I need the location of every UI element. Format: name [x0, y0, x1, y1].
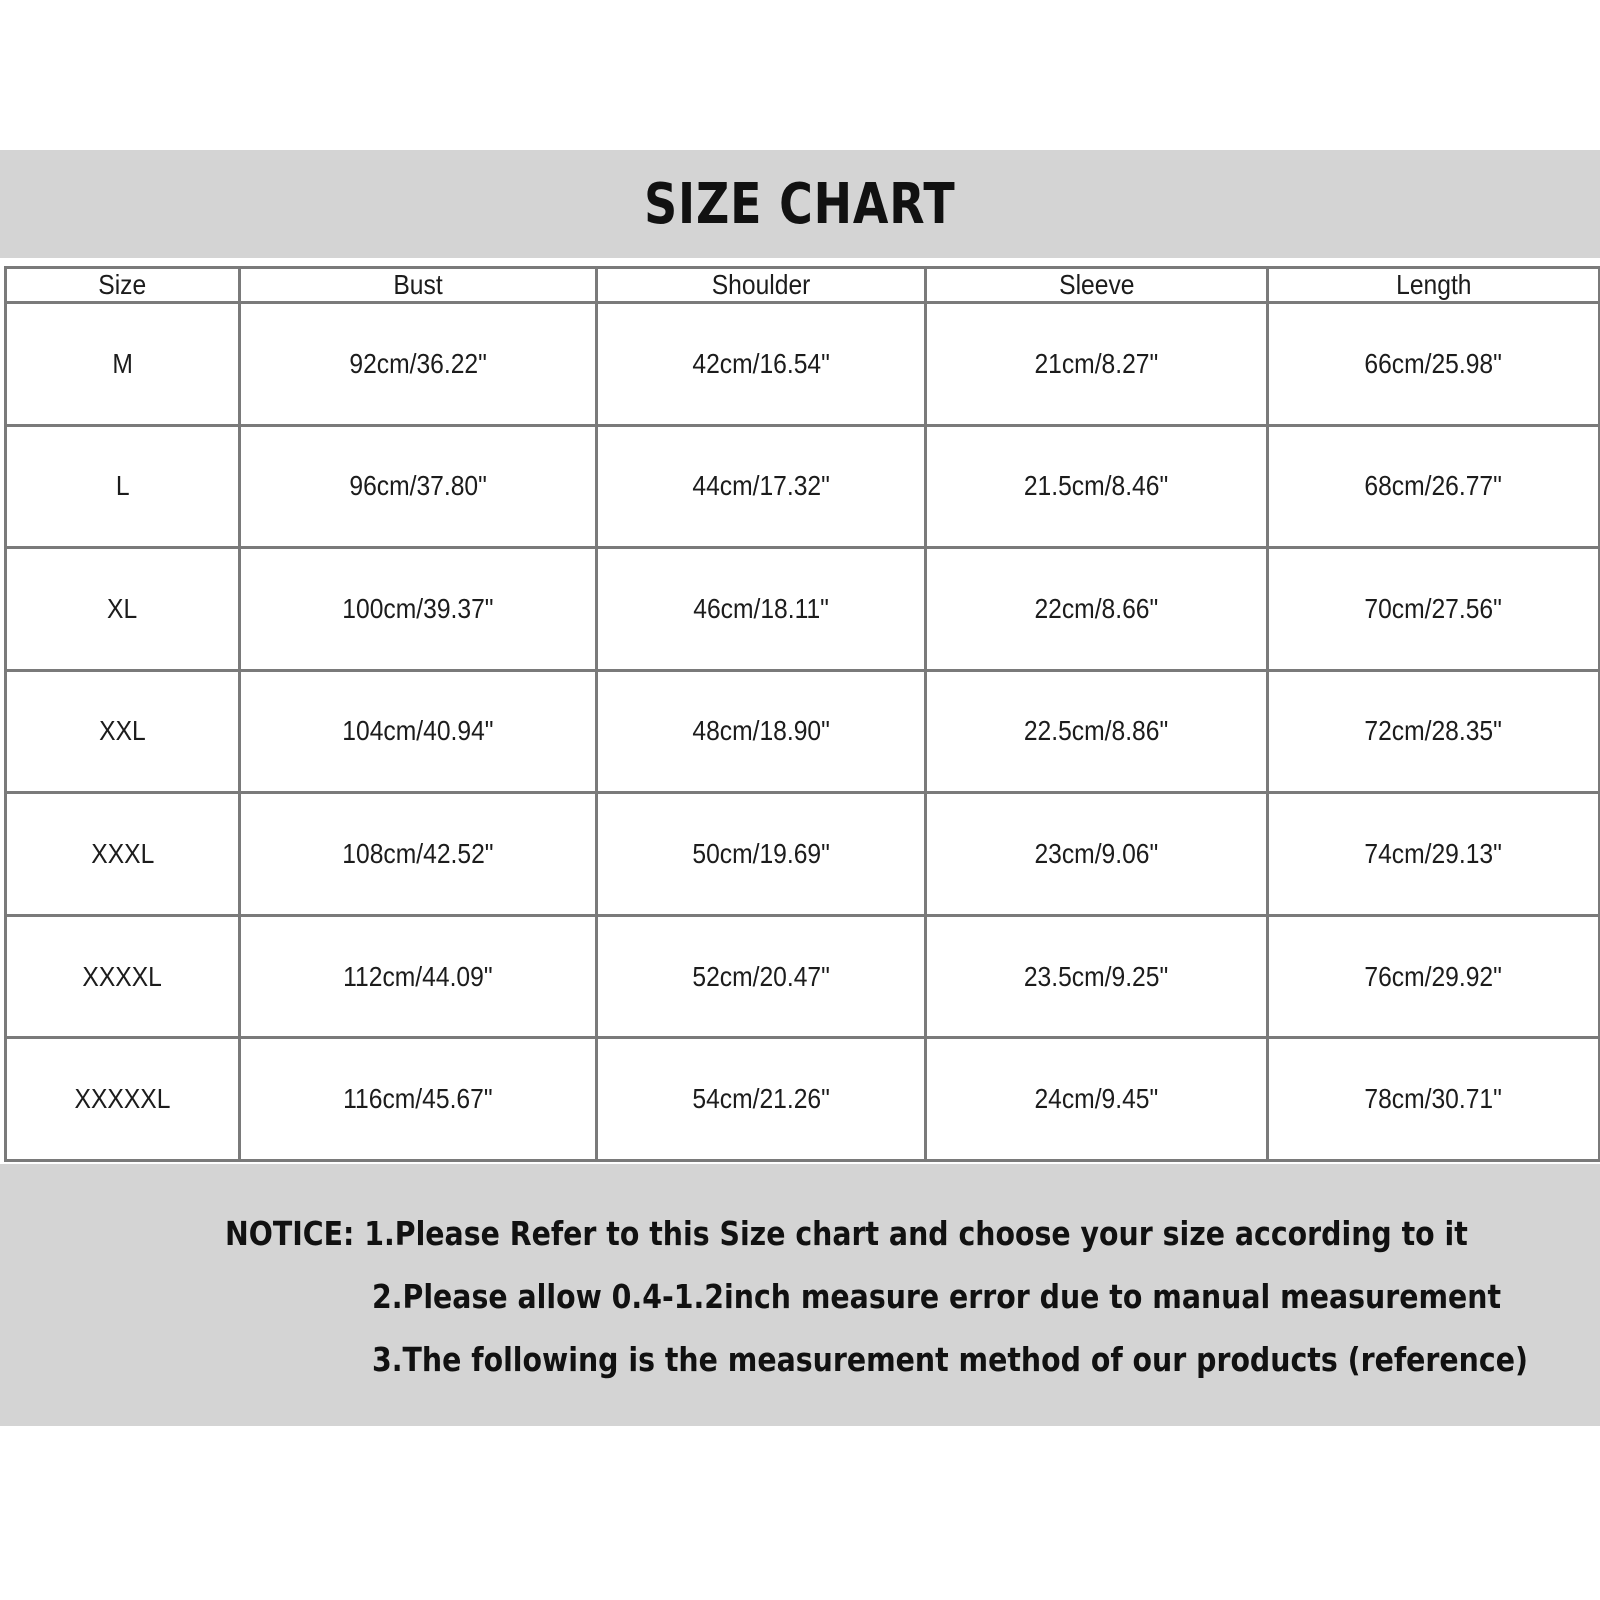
cell-bust: 112cm/44.09" — [240, 915, 597, 1038]
cell-bust: 96cm/37.80" — [240, 425, 597, 548]
cell-size: XL — [6, 548, 240, 671]
notice-line-1: NOTICE: 1.Please Refer to this Size chart and choose your size according to it — [225, 1214, 1468, 1253]
cell-shoulder: 50cm/19.69" — [597, 793, 926, 916]
cell-shoulder: 42cm/16.54" — [597, 303, 926, 426]
cell-length: 78cm/30.71" — [1268, 1038, 1600, 1161]
cell-sleeve: 23.5cm/9.25" — [926, 915, 1268, 1038]
notice-line-3: 3.The following is the measurement method of our products (reference) — [372, 1340, 1528, 1379]
header-sleeve: Sleeve — [926, 268, 1268, 303]
header-bust: Bust — [240, 268, 597, 303]
table-row — [6, 303, 1600, 426]
cell-length: 68cm/26.77" — [1268, 425, 1600, 548]
cell-sleeve: 24cm/9.45" — [926, 1038, 1268, 1161]
cell-length: 72cm/28.35" — [1268, 670, 1600, 793]
cell-size: XXXL — [6, 793, 240, 916]
title-band — [0, 150, 1600, 258]
size-table-container — [4, 266, 1598, 1162]
header-size: Size — [6, 268, 240, 303]
cell-sleeve: 22cm/8.66" — [926, 548, 1268, 671]
cell-sleeve: 21.5cm/8.46" — [926, 425, 1268, 548]
cell-shoulder: 44cm/17.32" — [597, 425, 926, 548]
page-title: SIZE CHART — [644, 171, 956, 237]
cell-length: 74cm/29.13" — [1268, 793, 1600, 916]
table-row — [6, 1038, 1600, 1161]
cell-length: 76cm/29.92" — [1268, 915, 1600, 1038]
header-shoulder: Shoulder — [597, 268, 926, 303]
header-length: Length — [1268, 268, 1600, 303]
cell-size: XXL — [6, 670, 240, 793]
cell-bust: 100cm/39.37" — [240, 548, 597, 671]
cell-length: 66cm/25.98" — [1268, 303, 1600, 426]
table-row — [6, 793, 1600, 916]
notice-line-2: 2.Please allow 0.4-1.2inch measure error due to manual measurement — [372, 1277, 1502, 1316]
cell-size: XXXXXL — [6, 1038, 240, 1161]
cell-sleeve: 23cm/9.06" — [926, 793, 1268, 916]
table-row — [6, 670, 1600, 793]
cell-size: M — [6, 303, 240, 426]
cell-size: XXXXL — [6, 915, 240, 1038]
cell-length: 70cm/27.56" — [1268, 548, 1600, 671]
cell-shoulder: 46cm/18.11" — [597, 548, 926, 671]
cell-sleeve: 21cm/8.27" — [926, 303, 1268, 426]
cell-bust: 104cm/40.94" — [240, 670, 597, 793]
cell-shoulder: 52cm/20.47" — [597, 915, 926, 1038]
cell-shoulder: 54cm/21.26" — [597, 1038, 926, 1161]
cell-sleeve: 22.5cm/8.86" — [926, 670, 1268, 793]
cell-bust: 92cm/36.22" — [240, 303, 597, 426]
cell-bust: 108cm/42.52" — [240, 793, 597, 916]
table-row — [6, 915, 1600, 1038]
table-row — [6, 548, 1600, 671]
size-table — [4, 266, 1600, 1162]
cell-bust: 116cm/45.67" — [240, 1038, 597, 1161]
table-header-row — [6, 268, 1600, 303]
table-row — [6, 425, 1600, 548]
notice-band — [0, 1164, 1600, 1426]
cell-shoulder: 48cm/18.90" — [597, 670, 926, 793]
cell-size: L — [6, 425, 240, 548]
